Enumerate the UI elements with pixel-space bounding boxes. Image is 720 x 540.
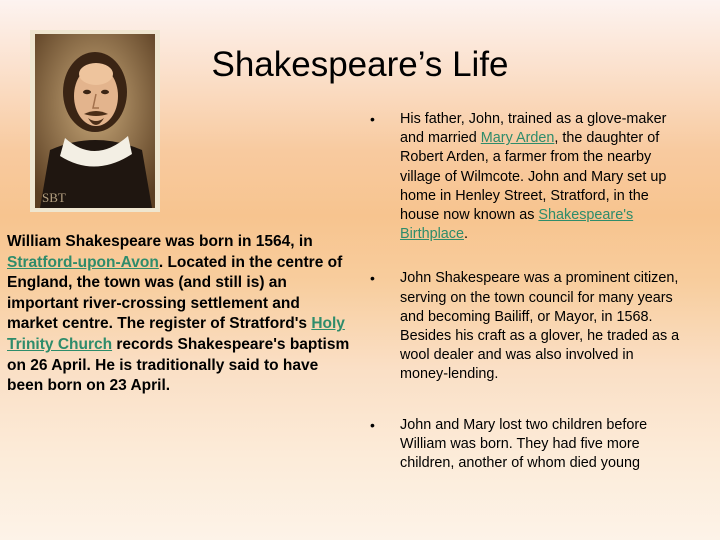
watermark-text: SBT <box>42 190 66 205</box>
bullet-text: His father, John, trained as a glove-maker and married <box>400 111 667 147</box>
intro-text-1: William Shakespeare was born in 1564, in <box>7 233 313 250</box>
bullet-list <box>370 110 685 473</box>
intro-text-2: . Located in the centre of England, the town was (and still is) an important river-crossing settlement and market centre. The register of Stratford's <box>7 253 343 333</box>
page-title: Shakespeare’s Life <box>211 45 509 84</box>
bullet-text: John Shakespeare was a prominent citizen, serving on the town council for many years and becoming Bailiff, or Mayor, in 1568. Besides his craft as a glover, he traded as a wool dealer and was also involved in money-lending. <box>400 270 680 383</box>
mary-arden-link[interactable]: Mary Arden <box>480 130 555 147</box>
bullet-text: . <box>464 226 468 243</box>
bullet-text: , the daughter of Robert Arden, a farmer from the nearby village of Wilmcote. John and Mary set up home in Henley Street, Stratford, in the house now known as <box>400 130 667 224</box>
intro-paragraph <box>7 232 352 397</box>
birthplace-link[interactable]: Shakespeare's Birthplace <box>400 207 634 243</box>
bullet-marker: • <box>370 416 375 433</box>
bullet-item-father <box>370 110 685 244</box>
bullet-marker: • <box>370 270 375 287</box>
bullet-item-citizen <box>370 269 685 384</box>
bullet-marker: • <box>370 111 375 127</box>
holy-trinity-link[interactable]: Holy Trinity Church <box>7 315 345 353</box>
bullet-text: John and Mary lost two children before William was born. They had five more children, another of whom died young <box>400 416 648 472</box>
shakespeare-portrait <box>30 30 160 212</box>
stratford-link[interactable]: Stratford-upon-Avon <box>7 253 159 271</box>
bullet-item-children <box>370 416 685 474</box>
intro-text-3: records Shakespeare's baptism on 26 April. He is traditionally said to have been born on 23 April. <box>7 335 350 395</box>
